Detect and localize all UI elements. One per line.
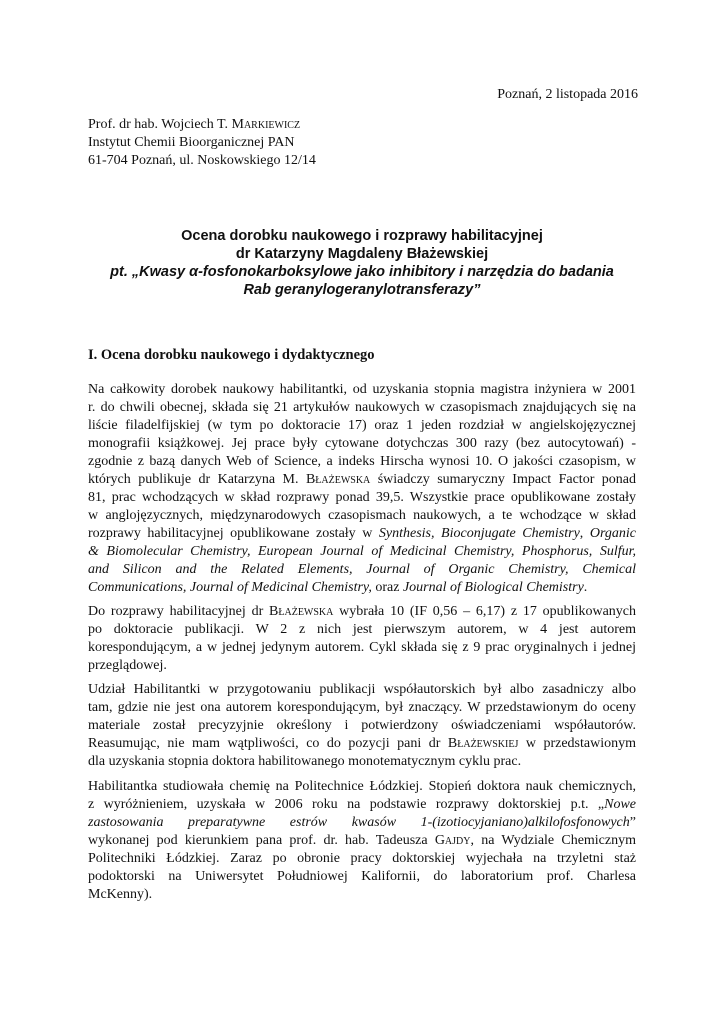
paragraph-line: Udział Habilitantki w przygotowaniu publikacji współautorskich był albo zasadniczy albo: [88, 682, 636, 697]
paragraph-4: [88, 778, 636, 904]
paragraph-line: Habilitantka studiowała chemię na Politechnice Łódzkiej. Stopień doktora nauk chemicznych,: [88, 779, 636, 794]
text-run: wybrała 10 (IF 0,56 – 6,17) z 17 opublikowanych: [333, 604, 636, 619]
sender-name: [88, 116, 316, 134]
title-line-2: dr Katarzyny Magdaleny Błażewskiej: [235, 246, 489, 262]
paragraph-line: [88, 579, 636, 597]
paragraph-line: Politechniki Łódzkiej. Zaraz po obronie pracy doktorskiej wyjechała na trzyletni staż: [88, 851, 636, 866]
title-line-3: pt. „Kwasy α-fosfonokarboksylowe jako inhibitory i narzędzia do badania: [110, 264, 614, 280]
paragraph-3: [88, 681, 636, 771]
text-run: oraz: [371, 580, 403, 595]
text-run: rozprawy habilitacyjnej opublikowane zostały w: [88, 526, 379, 541]
journal-names: Communications, Journal of Medicinal Chemistry,: [88, 580, 372, 595]
paragraph-line: r. do chwili obecnej, składa się 21 artykułów naukowych w czasopismach znajdujących się na: [88, 400, 636, 415]
paragraph-line: materiale został precyzyjnie określony i potwierdzony oświadczeniami współautorów.: [88, 718, 636, 733]
journal-names: and Silicon and the Related Elements, Journal of Organic Chemistry, Chemical: [88, 562, 636, 577]
sender-institution: Instytut Chemii Bioorganicznej PAN: [88, 135, 295, 150]
title-line-1: Ocena dorobku naukowego i rozprawy habilitacyjnej: [181, 228, 543, 244]
thesis-title: zastosowania preparatywne estrów kwasów 1-(izotiocyjaniano)alkilofosfonowych: [88, 815, 630, 830]
title-line-4: Rab geranylogeranylotransferazy”: [243, 282, 481, 298]
review-title: [88, 227, 636, 299]
section-heading: I. Ocena dorobku naukowego i dydaktycznego: [88, 347, 375, 363]
text-run: Reasumując, nie mam wątpliwości, co do pozycji pani dr: [88, 736, 448, 751]
sender-address: 61-704 Poznań, ul. Noskowskiego 12/14: [88, 153, 316, 168]
paragraph-line: [88, 832, 636, 850]
text-run: świadczy sumaryczny Impact Factor ponad: [370, 472, 636, 487]
paragraph-line: [88, 561, 636, 579]
text-run: wykonanej pod kierunkiem pana prof. dr. hab. Tadeusza: [88, 833, 435, 848]
journal-names: Organic: [589, 526, 637, 541]
text-run: Do rozprawy habilitacyjnej dr: [88, 604, 270, 619]
paragraph-line: przeglądowej.: [88, 658, 167, 673]
text-run: w przedstawionym: [518, 736, 636, 751]
paragraph-line: zgodnie z bazą danych Web of Science, a indeks Hirscha wynosi 10. O jakości czasopism, w: [88, 454, 636, 469]
paragraph-2: [88, 603, 636, 675]
author-surname: Błażewska: [305, 472, 371, 487]
thesis-title: Nowe: [604, 797, 636, 812]
paragraph-line: tam, gdzie nie jest ona autorem korespondującym, był znaczący. W przedstawionym do oceny: [88, 700, 636, 715]
letter-date: Poznań, 2 listopada 2016: [497, 87, 638, 102]
journal-names: & Biomolecular Chemistry, European Journal of Medicinal Chemistry, Phosphorus, Sulfur,: [88, 544, 636, 559]
paragraph-line: [88, 796, 636, 814]
paragraph-line: [88, 814, 636, 832]
paragraph-line: korespondującym, a w jednej jedynym autorem. Cykl składa się z 9 prac oryginalnych i jednej: [88, 640, 636, 655]
sender-name-prefix: Prof. dr hab. Wojciech T.: [88, 117, 232, 132]
text-run: ,: [579, 526, 590, 541]
paragraph-line: monografii książkowej. Jej prace były cytowane dotychczas 300 razy (bez autocytowań) -: [88, 436, 636, 451]
supervisor-surname: Gajdy: [434, 833, 471, 848]
journal-names: Journal of Biological Chemistry: [402, 580, 584, 595]
text-run: których publikuje dr Katarzyna M.: [88, 472, 306, 487]
paragraph-line: 81, prac wchodzących w skład rozprawy ponad 39,5. Wszystkie prace opublikowane zostały: [88, 490, 636, 505]
paragraph-line: [88, 603, 636, 621]
author-surname: Błażewska: [269, 604, 334, 619]
text-run: z wyróżnieniem, uzyskała w 2006 roku na podstawie rozprawy doktorskiej p.t. „: [88, 797, 605, 812]
paragraph-line: w anglojęzycznych, międzynarodowych czasopismach naukowych, a te wchodzące w skład: [88, 508, 636, 523]
paragraph-1: [88, 381, 636, 597]
paragraph-line: podoktorski na Uniwersytet Południowej Kalifornii, do laboratorium prof. Charlesa: [88, 869, 636, 884]
paragraph-line: McKenny).: [88, 887, 153, 902]
sender-surname: Markiewicz: [231, 117, 301, 132]
sender-block: [88, 116, 316, 170]
text-run: , na Wydziale Chemicznym: [470, 833, 637, 848]
author-surname: Błażewskiej: [447, 736, 519, 751]
paragraph-line: [88, 525, 636, 543]
paragraph-line: [88, 735, 636, 753]
paragraph-line: [88, 471, 636, 489]
paragraph-line: Na całkowity dorobek naukowy habilitantki, od uzyskania stopnia magistra inżyniera w 2001: [88, 382, 636, 397]
journal-names: Synthesis, Bioconjugate Chemistry: [378, 526, 580, 541]
paragraph-line: dla uzyskania stopnia doktora habilitowanego monotematycznym cyklu prac.: [88, 754, 522, 769]
paragraph-line: liście filadelfijskiej (w tym po doktoracie 17) oraz 1 jeden rozdział w angielskojęzycznej: [88, 418, 636, 433]
paragraph-line: po doktoracie publikacji. W 2 z nich jest pierwszym autorem, w 4 jest autorem: [88, 622, 636, 637]
paragraph-line: [88, 543, 636, 561]
text-run: ”: [629, 815, 636, 830]
text-run: .: [583, 580, 588, 595]
